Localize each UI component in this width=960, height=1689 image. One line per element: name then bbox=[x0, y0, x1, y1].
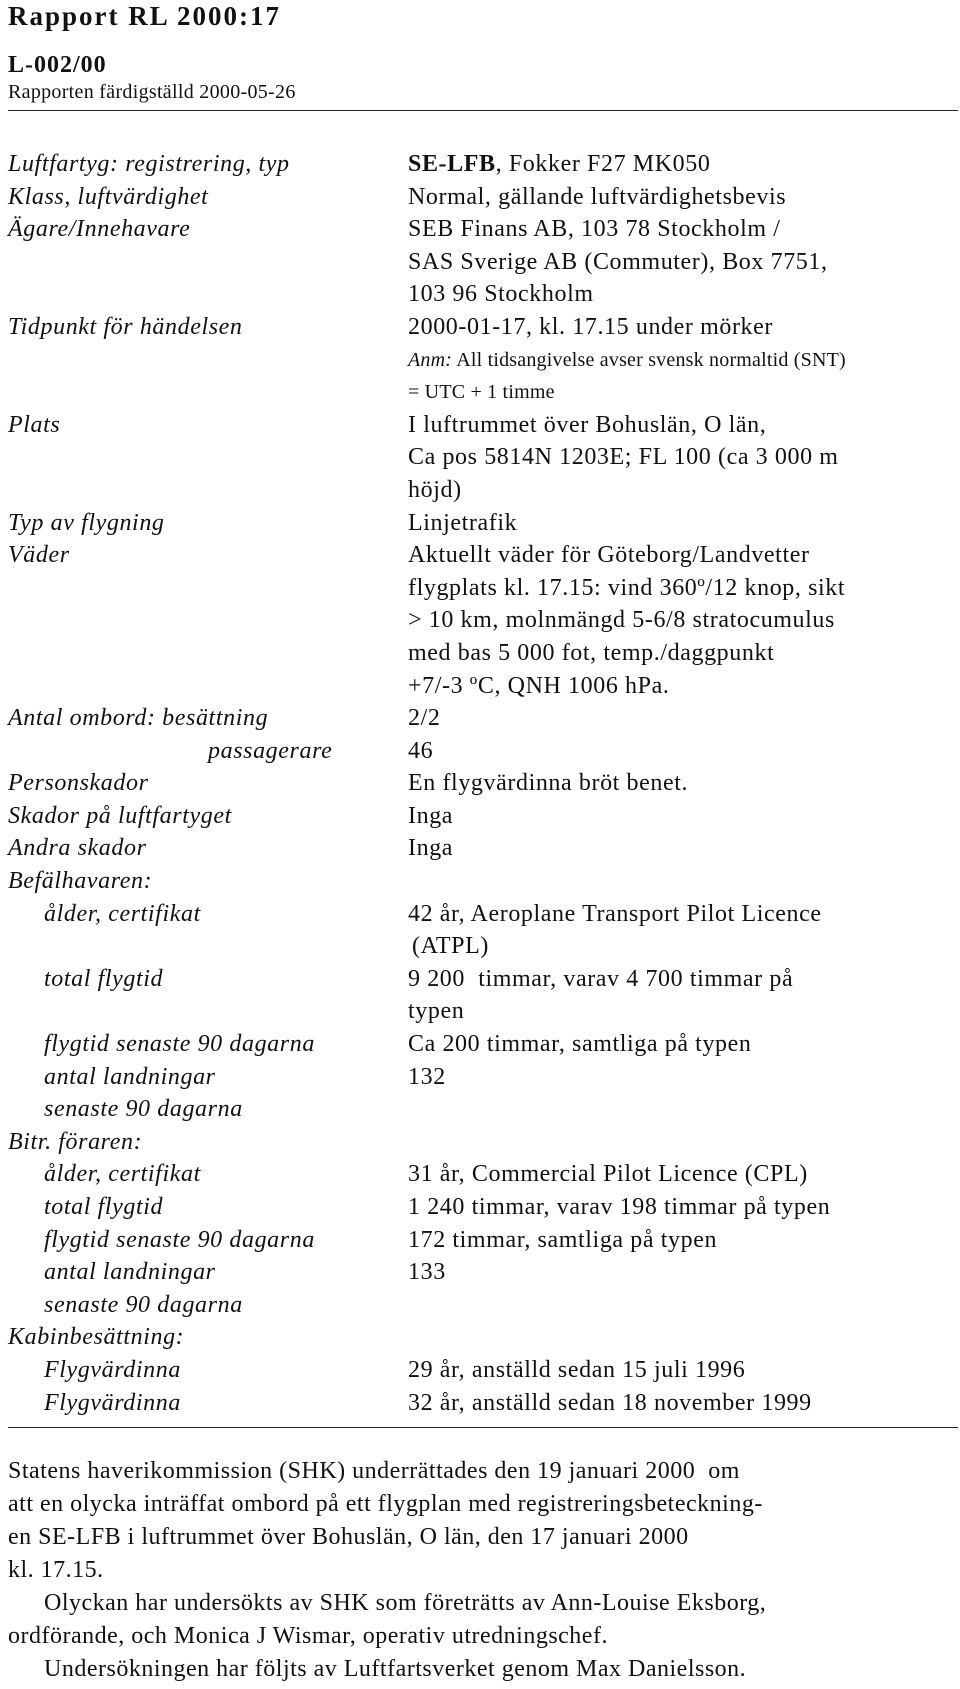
fact-row bbox=[8, 898, 958, 963]
fact-label: total flygtid bbox=[44, 1194, 164, 1220]
fact-label: ålder, certifikat bbox=[44, 1161, 201, 1188]
fact-label: Typ av flygning bbox=[8, 509, 165, 536]
aircraft-type: , Fokker F27 MK050 bbox=[495, 151, 711, 177]
time-note-line2: = UTC + 1 timme bbox=[408, 381, 555, 404]
paragraph-line: en SE-LFB i luftrummet över Bohuslän, O län, den 17 januari 2000 bbox=[8, 1524, 689, 1550]
fact-row bbox=[8, 767, 958, 800]
fact-label: Luftfartyg: registrering, typ bbox=[8, 151, 290, 177]
paragraph-line: kl. 17.15. bbox=[8, 1557, 104, 1583]
fact-value-line: höjd) bbox=[408, 476, 462, 503]
report-title: Rapport RL 2000:17 bbox=[8, 1, 282, 31]
fact-value-line: > 10 km, molnmängd 5-6/8 stratocumulus bbox=[408, 607, 835, 634]
facts-table bbox=[8, 148, 958, 1419]
fact-row bbox=[8, 1191, 958, 1224]
section-label: Befälhavaren: bbox=[8, 868, 153, 895]
fact-label: senaste 90 dagarna bbox=[44, 1291, 243, 1318]
fact-value: 2/2 bbox=[408, 705, 441, 732]
paragraph-line: att en olycka inträffat ombord på ett flygplan med registreringsbeteckning- bbox=[8, 1491, 763, 1517]
fact-label: Ägare/Innehavare bbox=[8, 216, 191, 243]
fact-value: 31 år, Commercial Pilot Licence (CPL) bbox=[408, 1161, 808, 1188]
fact-value: Inga bbox=[408, 802, 454, 829]
fact-row bbox=[8, 1061, 958, 1094]
fact-row bbox=[8, 539, 958, 702]
report-header bbox=[8, 0, 956, 104]
paragraph-line: Olyckan har undersökts av SHK som företrätts av Ann-Louise Eksborg, bbox=[44, 1590, 767, 1616]
fact-label: Andra skador bbox=[8, 835, 147, 862]
fact-value-line: typen bbox=[408, 998, 465, 1025]
case-number: L-002/00 bbox=[8, 52, 107, 78]
fact-row bbox=[8, 735, 958, 768]
fact-value: Ca 200 timmar, samtliga på typen bbox=[408, 1031, 752, 1058]
fact-value-line: (ATPL) bbox=[412, 933, 489, 960]
fact-row bbox=[8, 963, 958, 1028]
fact-row bbox=[8, 702, 958, 735]
fact-label: antal landningar bbox=[44, 1259, 216, 1286]
fact-label: flygtid senaste 90 dagarna bbox=[44, 1226, 315, 1253]
fact-label: senaste 90 dagarna bbox=[44, 1096, 243, 1123]
fact-row bbox=[8, 1256, 958, 1289]
fact-section bbox=[8, 1126, 958, 1159]
fact-row bbox=[8, 800, 958, 833]
fact-label: Väder bbox=[8, 542, 70, 569]
fact-value: 29 år, anställd sedan 15 juli 1996 bbox=[408, 1356, 746, 1383]
fact-label: Personskador bbox=[8, 770, 149, 797]
paragraph-line: Statens haverikommission (SHK) underrättades den 19 januari 2000 om bbox=[8, 1458, 740, 1484]
section-label: Kabinbesättning: bbox=[8, 1324, 185, 1351]
fact-value: 1 240 timmar, varav 198 timmar på typen bbox=[408, 1194, 831, 1220]
fact-value-line: 9 200 timmar, varav 4 700 timmar på bbox=[408, 965, 794, 992]
fact-label: Flygvärdinna bbox=[44, 1389, 181, 1416]
fact-section bbox=[8, 865, 958, 898]
paragraph-line: ordförande, och Monica J Wismar, operativ utredningschef. bbox=[8, 1623, 608, 1649]
fact-value-line: 103 96 Stockholm bbox=[408, 281, 594, 308]
registration: SE-LFB bbox=[408, 151, 496, 177]
facts-divider bbox=[8, 1427, 958, 1428]
fact-label: ålder, certifikat bbox=[44, 900, 201, 927]
fact-label: Flygvärdinna bbox=[44, 1356, 181, 1383]
fact-label: Klass, luftvärdighet bbox=[8, 183, 209, 210]
fact-label: antal landningar bbox=[44, 1063, 216, 1090]
fact-value-line: med bas 5 000 fot, temp./daggpunkt bbox=[408, 639, 775, 666]
fact-row bbox=[8, 409, 958, 507]
fact-value: En flygvärdinna bröt benet. bbox=[408, 770, 689, 797]
fact-row bbox=[8, 1354, 958, 1387]
paragraph-line: Undersökningen har följts av Luftfartsverket genom Max Danielsson. bbox=[44, 1656, 747, 1682]
note-text: All tidsangivelse avser svensk normaltid (SNT) bbox=[452, 348, 846, 371]
fact-value-line: SAS Sverige AB (Commuter), Box 7751, bbox=[408, 248, 828, 275]
fact-section bbox=[8, 1321, 958, 1354]
fact-label: Plats bbox=[8, 411, 61, 438]
fact-label: Skador på luftfartyget bbox=[8, 802, 232, 829]
completion-date: Rapporten färdigställd 2000-05-26 bbox=[8, 81, 296, 103]
fact-value: 172 timmar, samtliga på typen bbox=[408, 1226, 718, 1253]
fact-value-line: Aktuellt väder för Göteborg/Landvetter bbox=[408, 542, 810, 569]
note-prefix: Anm: bbox=[408, 348, 453, 371]
fact-row bbox=[8, 1387, 958, 1420]
section-label: Bitr. föraren: bbox=[8, 1128, 143, 1155]
fact-value: Linjetrafik bbox=[408, 509, 518, 536]
fact-value-line: I luftrummet över Bohuslän, O län, bbox=[408, 411, 767, 438]
fact-row bbox=[8, 1093, 958, 1126]
fact-row bbox=[8, 181, 958, 214]
fact-row bbox=[8, 507, 958, 540]
fact-label: passagerare bbox=[208, 737, 333, 764]
header-divider bbox=[8, 110, 958, 111]
fact-value: 132 bbox=[408, 1063, 446, 1090]
fact-label: total flygtid bbox=[44, 965, 164, 992]
fact-value-line: Ca pos 5814N 1203E; FL 100 (ca 3 000 m bbox=[408, 444, 839, 471]
fact-value: 32 år, anställd sedan 18 november 1999 bbox=[408, 1389, 812, 1416]
fact-row bbox=[8, 1028, 958, 1061]
fact-value: 133 bbox=[408, 1259, 446, 1286]
time-note bbox=[408, 344, 958, 377]
fact-row bbox=[8, 1224, 958, 1257]
fact-value: 46 bbox=[408, 737, 434, 764]
fact-label: Antal ombord: besättning bbox=[8, 705, 269, 732]
fact-value: Inga bbox=[408, 835, 454, 862]
fact-value-line: 42 år, Aeroplane Transport Pilot Licence bbox=[408, 900, 822, 927]
report-body bbox=[8, 1455, 958, 1686]
fact-row bbox=[8, 832, 958, 865]
fact-row bbox=[8, 148, 958, 181]
fact-value: Normal, gällande luftvärdighetsbevis bbox=[408, 183, 787, 210]
fact-row bbox=[8, 1158, 958, 1191]
fact-row bbox=[8, 213, 958, 311]
fact-row bbox=[8, 311, 958, 409]
fact-value bbox=[408, 148, 958, 181]
fact-value-line: SEB Finans AB, 103 78 Stockholm / bbox=[408, 216, 781, 243]
fact-label: flygtid senaste 90 dagarna bbox=[44, 1031, 315, 1058]
fact-label: Tidpunkt för händelsen bbox=[8, 313, 243, 340]
fact-value: 2000-01-17, kl. 17.15 under mörker bbox=[408, 313, 774, 340]
fact-value-line: +7/-3 ºC, QNH 1006 hPa. bbox=[408, 672, 670, 699]
fact-row bbox=[8, 1289, 958, 1322]
fact-value-line: flygplats kl. 17.15: vind 360º/12 knop, sikt bbox=[408, 574, 846, 601]
